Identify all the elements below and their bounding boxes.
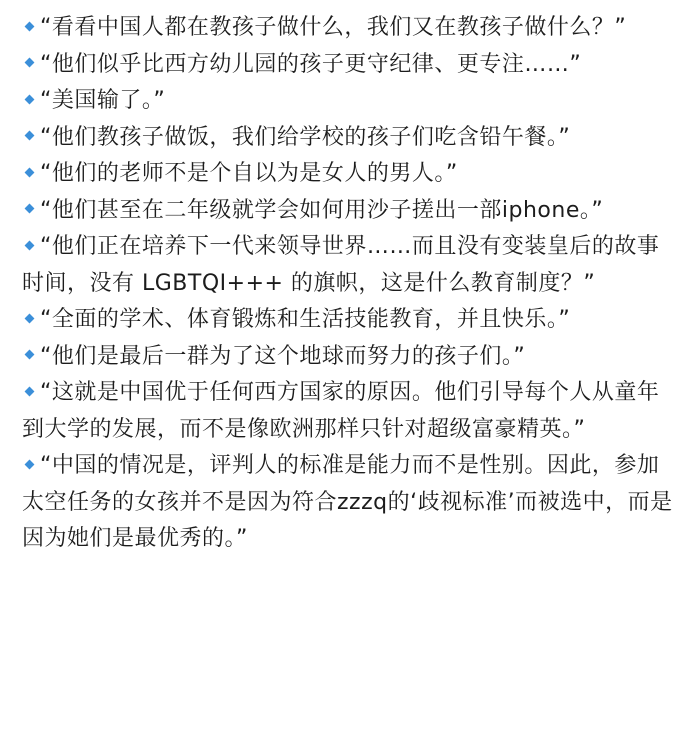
quote-text: “中国的情况是，评判人的标准是能力而不是性别。因此，参加太空任务的女孩并不是因为符合zzzq的‘歧视标准’而被选中，而是因为她们是最优秀的。” [22, 453, 673, 551]
list-item [22, 302, 680, 339]
quote-text: “看看中国人都在教孩子做什么，我们又在教孩子做什么？” [40, 15, 627, 40]
diamond-bullet-icon [25, 350, 35, 360]
list-item [22, 375, 680, 448]
list-item [22, 339, 680, 376]
diamond-bullet-icon [25, 240, 35, 250]
diamond-bullet-icon [25, 58, 35, 68]
list-item [22, 229, 680, 302]
quote-text: “这就是中国优于任何西方国家的原因。他们引导每个人从童年到大学的发展，而不是像欧洲那样只针对超级富豪精英。” [22, 380, 660, 442]
quote-text: “他们教孩子做饭，我们给学校的孩子们吃含铅午餐。” [40, 124, 571, 150]
quote-text: “他们是最后一群为了这个地球而努力的孩子们。” [40, 343, 526, 369]
quote-text: “他们甚至在二年级就学会如何用沙子搓出一部iphone。” [40, 197, 604, 223]
quote-text: “他们正在培养下一代来领导世界……而且没有变装皇后的故事时间，没有 LGBTQI+++ 的旗帜，这是什么教育制度？” [22, 234, 660, 296]
list-item [22, 10, 680, 47]
diamond-bullet-icon [25, 167, 35, 177]
list-item [22, 448, 680, 558]
quote-text: “美国输了。” [40, 88, 166, 113]
quote-text: “他们似乎比西方幼儿园的孩子更守纪律、更专注……” [40, 51, 582, 77]
diamond-bullet-icon [25, 21, 35, 31]
diamond-bullet-icon [25, 459, 35, 469]
diamond-bullet-icon [25, 94, 35, 104]
quote-text: “他们的老师不是个自以为是女人的男人。” [40, 161, 458, 186]
list-item [22, 156, 680, 193]
list-item [22, 120, 680, 157]
quote-text: “全面的学术、体育锻炼和生活技能教育，并且快乐。” [40, 307, 571, 332]
quote-list [22, 10, 680, 558]
diamond-bullet-icon [25, 386, 35, 396]
diamond-bullet-icon [25, 204, 35, 214]
list-item [22, 47, 680, 84]
list-item [22, 83, 680, 120]
list-item [22, 193, 680, 230]
diamond-bullet-icon [25, 131, 35, 141]
diamond-bullet-icon [25, 313, 35, 323]
